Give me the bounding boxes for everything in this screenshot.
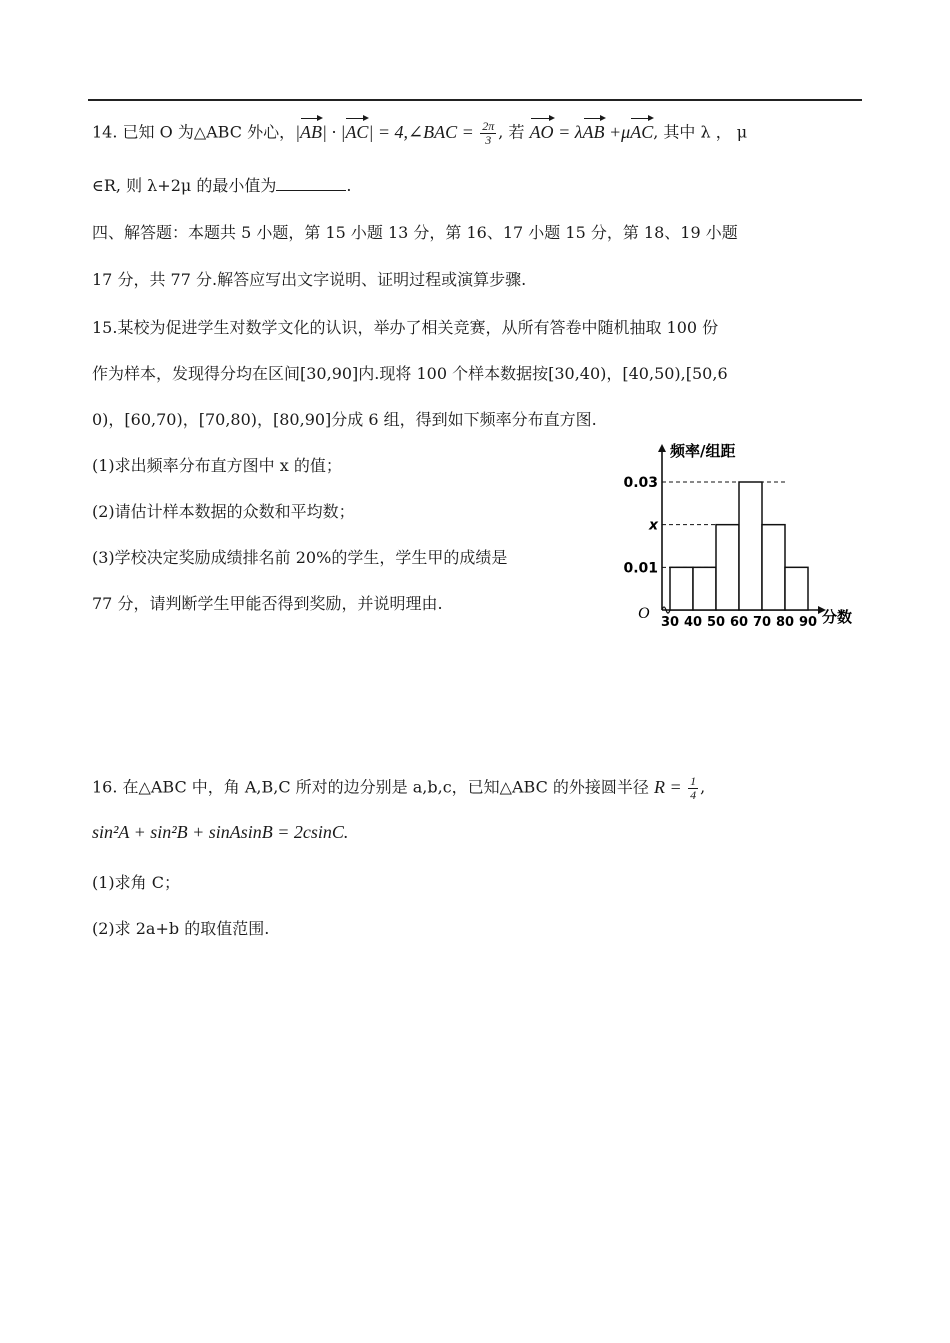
vector-ac-2: AC [630, 121, 654, 142]
q14-condition: |AB| · |AC| = 4,∠BAC = $\frac{2\pi}{3}$ [295, 119, 495, 147]
vector-ao: AO [529, 121, 554, 142]
q15-line1: 15.某校为促进学生对数学文化的认识，举办了相关竞赛，从所有答卷中随机抽取 100 份 [92, 318, 719, 337]
q14-tail: , 其中 λ ， μ [653, 122, 748, 142]
histogram-bar-2 [716, 525, 739, 610]
q16-part2: (2)求 2a+b 的取值范围. [92, 919, 270, 938]
q14-prefix: 14. 已知 O 为△ABC 外心， [92, 122, 296, 142]
q15-part3-continued: 77 分，请判断学生甲能否得到奖励，并说明理由. [92, 594, 443, 613]
y-axis-label: 频率/组距 [670, 442, 736, 460]
vector-ab-2: AB [582, 121, 605, 142]
q15-line2: 作为样本，发现得分均在区间[30,90]内.现将 100 个样本数据按[30,40)，[40,50),[50,6 [92, 364, 728, 383]
section4-line2: 17 分，共 77 分.解答应写出文字说明、证明过程或演算步骤. [92, 270, 527, 289]
histogram-bar-5 [785, 567, 808, 610]
q14-question: ∈R, 则 λ+2μ 的最小值为 [92, 176, 277, 195]
eq-lambda: = λ [553, 121, 583, 142]
frac-denominator: 4 [690, 788, 697, 802]
y-axis-arrow [658, 444, 666, 452]
q16-line1 [92, 775, 705, 802]
x-tick-label-0: 30 [660, 615, 680, 630]
circumradius-eq [654, 774, 700, 802]
q15-part3: (3)学校决定奖励成绩排名前 20%的学生，学生甲的成绩是 [92, 548, 508, 567]
frequency-histogram [600, 432, 870, 632]
histogram-bar-4 [762, 525, 785, 610]
fraction-2pi-3 [480, 120, 496, 147]
x-tick-label-6: 90 [798, 615, 818, 630]
q14-line1 [92, 120, 747, 147]
fraction-1-4 [688, 775, 698, 802]
q16-comma: , [700, 777, 706, 797]
q14-vector-equation [530, 122, 654, 142]
x-tick-label-1: 40 [683, 615, 703, 630]
histogram-bar-3 [739, 482, 762, 610]
x-tick-label-5: 80 [775, 615, 795, 630]
q15-part1: (1)求出频率分布直方图中 x 的值； [92, 456, 342, 475]
answer-blank [276, 176, 346, 191]
frac-numerator: 2π [482, 119, 495, 133]
y-tick-label-0: 0.01 [623, 560, 658, 577]
x-axis-label: 分数 [822, 608, 853, 626]
q14-ruo: , 若 [498, 122, 530, 142]
y-tick-label-2: 0.03 [623, 475, 658, 491]
q15-line3: 0)，[60,70)，[70,80)，[80,90]分成 6 组，得到如下频率分布直方图. [92, 410, 597, 429]
frac-numerator: 1 [690, 774, 697, 788]
q14-period: . [346, 176, 352, 195]
q16-part1: (1)求角 C； [92, 873, 180, 892]
q15-part2: (2)请估计样本数据的众数和平均数； [92, 502, 355, 521]
frac-denominator: 3 [485, 133, 492, 147]
x-tick-label-4: 70 [752, 615, 772, 630]
x-tick-label-3: 60 [729, 615, 749, 630]
vector-ab: AB [300, 121, 323, 142]
vector-ac: AC [345, 121, 369, 142]
histogram-bar-0 [670, 567, 693, 610]
r-eq: R = [654, 776, 687, 797]
histogram-bar-1 [693, 567, 716, 610]
y-tick-label-1: x [648, 517, 658, 534]
q14-line2 [92, 176, 351, 196]
q16-equation: sin²A + sin²B + sinAsinB = 2csinC. [92, 822, 349, 842]
q16-text: 16. 在△ABC 中，角 A,B,C 所对的边分别是 a,b,c，已知△ABC 的外接圆半径 [92, 777, 655, 797]
x-tick-label-2: 50 [706, 615, 726, 630]
header-rule [88, 99, 862, 101]
section4-line1: 四、解答题：本题共 5 小题，第 15 小题 13 分，第 16、17 小题 15 分，第 18、19 小题 [92, 223, 738, 242]
q14-cond-mid: = 4,∠BAC = [373, 121, 479, 142]
plus-mu: +μ [604, 121, 631, 142]
origin-label: O [638, 605, 650, 622]
chart-layer [623, 442, 852, 630]
